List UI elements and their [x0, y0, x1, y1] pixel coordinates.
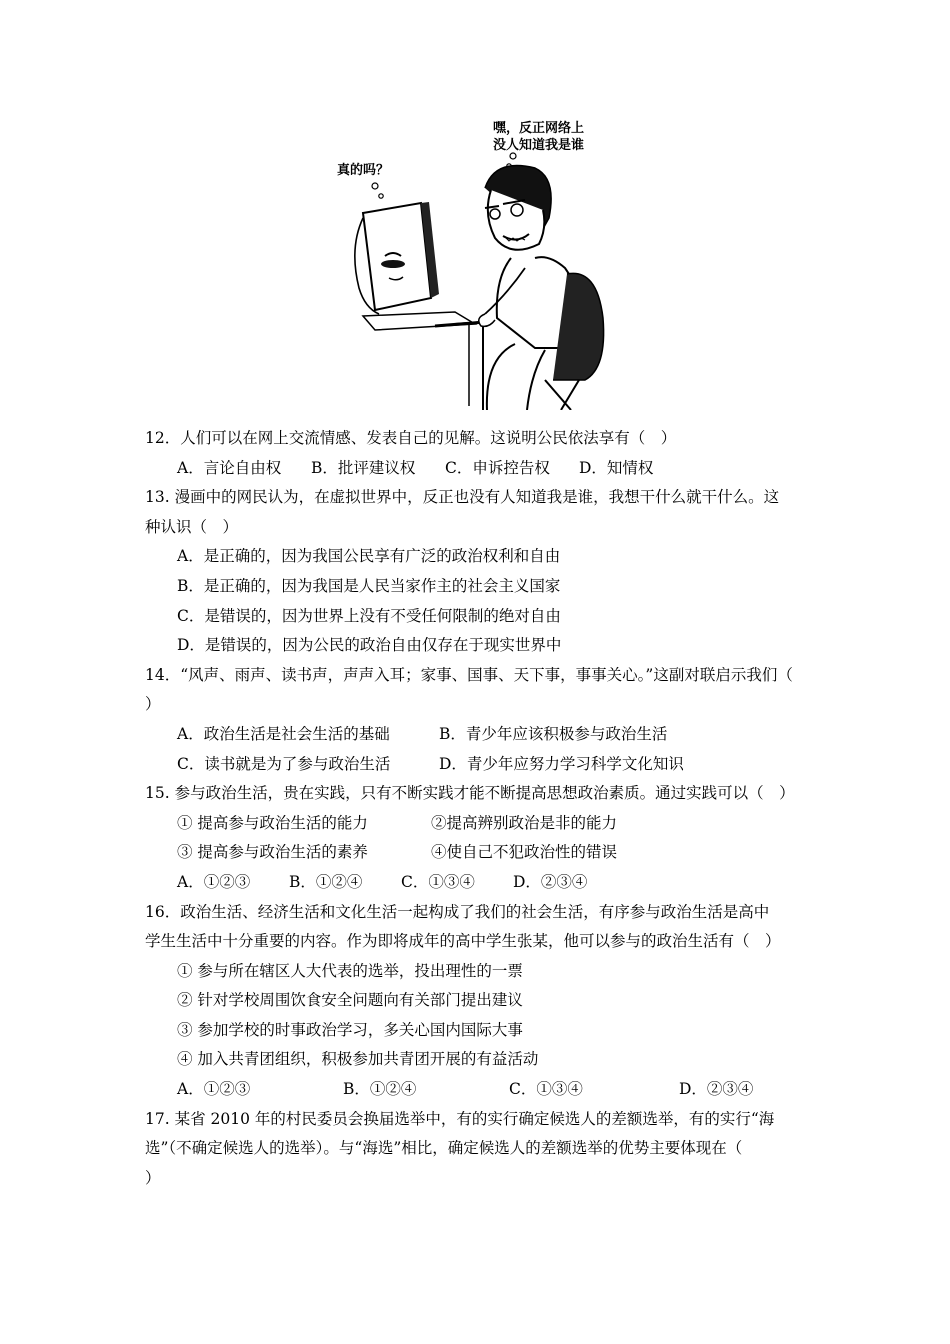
question-stem-cont: ）	[145, 1168, 161, 1187]
option-b: B．青少年应该积极参与政治生活	[439, 724, 668, 743]
option-d: D．②③④	[679, 1080, 754, 1099]
option-a: A．政治生活是社会生活的基础	[177, 724, 390, 743]
question-16	[145, 898, 815, 1105]
item-3: ③ 参加学校的时事政治学习，多关心国内国际大事	[177, 1020, 523, 1039]
question-stem: 16．政治生活、经济生活和文化生活一起构成了我们的社会生活，有序参与政治生活是高中	[145, 902, 770, 921]
options-row	[145, 720, 815, 750]
question-14	[145, 661, 815, 779]
item-2: ② 针对学校周围饮食安全问题向有关部门提出建议	[177, 991, 523, 1010]
cartoon-right-bubble-line2: 没人知道我是谁	[493, 138, 585, 153]
question-stem-cont: 学生生活中十分重要的内容。作为即将成年的高中学生张某，他可以参与的政治生活有（ ）	[145, 932, 781, 951]
question-stem: 14．“风声、雨声、读书声，声声入耳；家事、国事、天下事，事事关心。”这副对联启示我们（	[145, 665, 793, 684]
question-stem: 12．人们可以在网上交流情感、发表自己的见解。这说明公民依法享有（ ）	[145, 429, 677, 447]
item-1: ① 提高参与政治生活的能力	[177, 813, 368, 832]
options-row	[145, 454, 815, 484]
option-d: D．是错误的，因为公民的政治自由仅存在于现实世界中	[177, 636, 562, 655]
items-row	[145, 809, 815, 839]
item-4: ④使自己不犯政治性的错误	[431, 843, 618, 862]
option-a: A．是正确的，因为我国公民享有广泛的政治权利和自由	[177, 547, 561, 566]
option-b: B．①②④	[289, 872, 363, 891]
options-row	[145, 868, 815, 898]
option-b: B．批评建议权	[311, 458, 416, 477]
option-d: D．知情权	[579, 458, 654, 477]
options-row	[145, 1075, 815, 1105]
item-2: ②提高辨别政治是非的能力	[431, 813, 618, 832]
question-17	[145, 1105, 815, 1194]
item-4: ④ 加入共青团组织，积极参加共青团开展的有益活动	[177, 1050, 539, 1069]
option-c: C．是错误的，因为世界上没有不受任何限制的绝对自由	[177, 606, 561, 625]
cartoon-illustration	[335, 118, 625, 410]
option-a: A．言论自由权	[177, 458, 282, 477]
cartoon-left-bubble-text: 真的吗？	[337, 163, 390, 178]
question-13	[145, 483, 815, 661]
question-stem-cont: 选”（不确定候选人的选举）。与“海选”相比，确定候选人的差额选举的优势主要体现在（	[145, 1139, 743, 1158]
question-stem: 17. 某省 2010 年的村民委员会换届选举中，有的实行确定候选人的差额选举，有的实行“海	[145, 1109, 775, 1128]
question-15	[145, 779, 815, 897]
item-3: ③ 提高参与政治生活的素养	[177, 843, 368, 862]
items-row	[145, 838, 815, 868]
question-stem-cont: ）	[145, 695, 161, 714]
netizen-cartoon-drawing	[335, 118, 625, 410]
option-b: B．①②④	[343, 1080, 417, 1099]
option-b: B．是正确的，因为我国是人民当家作主的社会主义国家	[177, 576, 561, 595]
option-c: C．①③④	[509, 1080, 583, 1099]
option-d: D．②③④	[513, 872, 588, 891]
question-stem-cont: 种认识（ ）	[145, 517, 239, 536]
option-a: A．①②③	[177, 872, 251, 891]
option-d: D．青少年应努力学习科学文化知识	[439, 754, 684, 773]
option-c: C．申诉控告权	[445, 458, 550, 477]
question-list	[145, 424, 815, 1193]
option-c: C．读书就是为了参与政治生活	[177, 754, 391, 773]
option-a: A．①②③	[177, 1080, 251, 1099]
item-1: ① 参与所在辖区人大代表的选举，投出理性的一票	[177, 961, 523, 980]
question-stem: 13. 漫画中的网民认为，在虚拟世界中，反正也没有人知道我是谁，我想干什么就干什么。这	[145, 488, 780, 507]
question-stem: 15. 参与政治生活，贵在实践，只有不断实践才能不断提高思想政治素质。通过实践可以（ ）	[145, 784, 795, 803]
option-c: C．①③④	[401, 872, 475, 891]
cartoon-right-bubble-line1: 嘿，反正网络上	[493, 121, 585, 136]
options-row	[145, 750, 815, 780]
question-12	[145, 424, 815, 483]
